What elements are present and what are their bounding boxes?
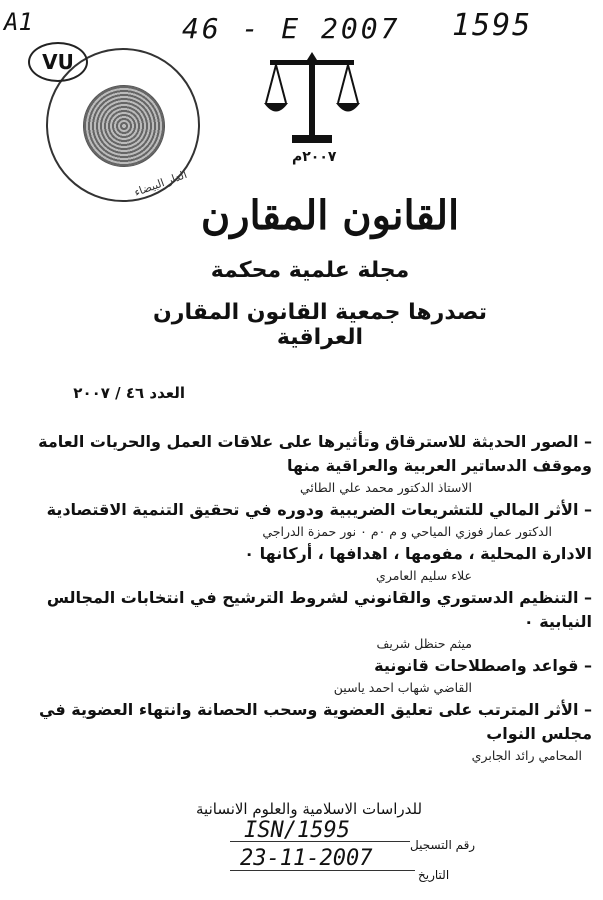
article-title: الادارة المحلية ، مفومها ، اهدافها ، أركانها ٠ [244,544,592,563]
article-title: – الأثر المترتب على تعليق العضوية وسحب الحصانة وانتهاء العضوية في مجلس النواب [39,700,592,743]
handwritten-number: 1595 [452,8,533,43]
handwritten-corner-mark: A1 [4,8,33,36]
stamp-text: الدار البيضاء [132,167,189,200]
article-author: القاضي شهاب احمد ياسين [333,680,472,695]
journal-subtitle: مجلة علمية محكمة [210,258,410,283]
article-author: ميثم حنظل شريف [376,636,472,651]
year-label: ٢٠٠٧م [292,149,337,165]
article-title: – الأثر المالي للتشريعات الضريبية ودوره في تحقيق التنمية الاقتصادية [46,500,592,519]
registration-date: 23-11-2007 [240,846,373,871]
handwritten-date: 46 - E 2007 [182,12,401,45]
date-label: التاريخ [418,868,450,882]
article-author: الدكتور عمار فوزي المياحي و م ٠م ٠ نور حمزة الدراجي [262,524,552,539]
journal-publisher: تصدرها جمعية القانون المقارن العراقية [153,300,487,350]
table-of-contents [12,430,592,766]
article-author: المحامي رائد الجابري [471,748,582,763]
scales-of-justice-icon [262,48,362,148]
stamp-emblem-icon [83,85,165,167]
vu-stamp: VU [28,42,88,82]
issue-number: العدد ٤٦ / ٢٠٠٧ [73,384,185,402]
article-author: علاء سليم العامري [376,568,472,583]
registration-value: ISN/1595 [244,818,350,843]
article-title: – قواعد واصطلاحات قانونية [374,656,592,675]
journal-title: القانون المقارن [200,192,460,239]
registration-label: رقم التسجيل [410,838,476,852]
article-title: – التنظيم الدستوري والقانوني لشروط الترشيح في انتخابات المجالس النيابية ٠ [46,588,592,631]
article-author: الاستاذ الدكتور محمد علي الطائي [300,480,472,495]
article-title: – الصور الحديثة للاسترقاق وتأثيرها على علاقات العمل والحريات العامة وموقف الدساتير العربية والعراقية منها [38,432,592,475]
library-institution: للدراسات الاسلامية والعلوم الانسانية [196,800,423,818]
